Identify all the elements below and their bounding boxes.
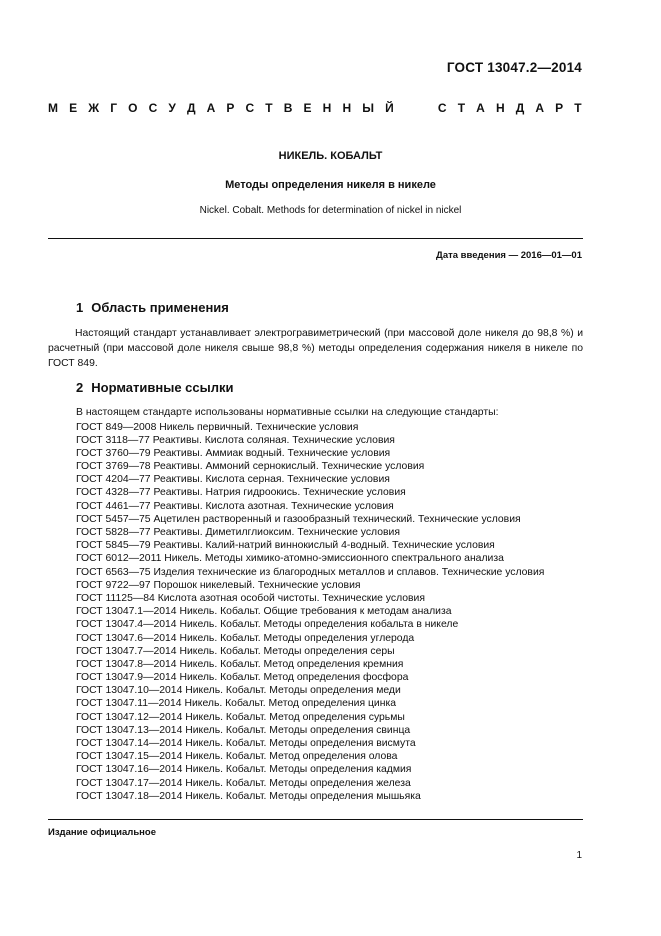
banner-word-gap [405,101,427,115]
banner-letter: В [283,101,293,115]
references-list [76,421,544,803]
reference-item: ГОСТ 5828—77 Реактивы. Диметилглиоксим. Технические условия [76,527,400,538]
reference-item: ГОСТ 13047.13—2014 Никель. Кобальт. Методы определения свинца [76,724,411,736]
reference-item: ГОСТ 13047.17—2014 Никель. Кобальт. Методы определения железа [76,777,411,789]
banner-letter: С [148,101,158,115]
banner-letter: О [128,101,138,115]
banner-letter: Е [69,101,78,115]
header-divider [48,238,583,239]
reference-item: ГОСТ 4461—77 Реактивы. Кислота азотная. Технические условия [76,500,394,512]
reference-item: ГОСТ 13047.16—2014 Никель. Кобальт. Методы определения кадмия [76,764,412,776]
banner-letter: С [437,101,447,115]
banner-letter: М [48,101,58,115]
reference-item: ГОСТ 11125—84 Кислота азотная особой чистоты. Технические условия [76,592,425,604]
document-code: ГОСТ 13047.2—2014 [446,60,582,75]
reference-item: ГОСТ 849—2008 Никель первичный. Технические условия [76,421,359,433]
banner-letter: С [245,101,255,115]
document-title: НИКЕЛЬ. КОБАЛЬТ [278,150,383,162]
page-number: 1 [576,850,582,861]
official-edition-label: Издание официальное [48,827,156,838]
reference-item: ГОСТ 13047.10—2014 Никель. Кобальт. Методы определения меди [76,685,401,697]
reference-item: ГОСТ 13047.6—2014 Никель. Кобальт. Методы определения углерода [76,632,415,644]
section-1-text: Настоящий стандарт устанавливает электрогравиметрический (при массовой доле никеля до 98,8 %) и расчетный (при массовой доле никеля свыше 98,8 %) методы определения содержания никеля в никеле по ГОСТ 849. [48,328,583,369]
reference-item: ГОСТ 13047.12—2014 Никель. Кобальт. Метод определения сурьмы [76,711,405,723]
banner-letter: Н [342,101,352,115]
banner-letter: А [206,101,216,115]
reference-item: ГОСТ 13047.8—2014 Никель. Кобальт. Метод определения кремния [76,658,404,670]
section-1-number: 1 [76,300,84,315]
reference-item: ГОСТ 13047.18—2014 Никель. Кобальт. Методы определения мышьяка [76,790,421,802]
document-subtitle: Методы определения никеля в никеле [225,179,436,191]
banner-letter: Т [457,101,466,115]
section-2-number: 2 [76,380,84,395]
reference-item: ГОСТ 13047.14—2014 Никель. Кобальт. Методы определения висмута [76,738,416,749]
reference-item: ГОСТ 13047.15—2014 Никель. Кобальт. Метод определения олова [76,751,398,763]
reference-item: ГОСТ 13047.4—2014 Никель. Кобальт. Методы определения кобальта в никеле [76,619,459,631]
section-1-heading [76,300,229,315]
section-2-heading [76,380,233,395]
banner-letter: Р [226,101,235,115]
reference-item: ГОСТ 13047.11—2014 Никель. Кобальт. Метод определения цинка [76,698,397,710]
document-title-english: Nickel. Cobalt. Methods for determination of nickel in nickel [199,205,462,216]
banner-letter: Н [495,101,505,115]
interstate-standard-banner [48,101,582,115]
footer-divider [48,819,583,820]
introduction-date: Дата введения — 2016—01—01 [436,250,582,261]
banner-letter: Н [322,101,332,115]
banner-letter: Й [385,101,394,115]
reference-item: ГОСТ 5845—79 Реактивы. Калий-натрий виннокислый 4-водный. Технические условия [76,540,495,552]
banner-letter: Г [110,101,118,115]
banner-letter: У [168,101,176,115]
reference-item: ГОСТ 3760—79 Реактивы. Аммиак водный. Технические условия [76,447,391,459]
banner-letter: Ы [362,101,374,115]
banner-letter: Д [186,101,196,115]
banner-letter: Д [515,101,525,115]
banner-letter: А [476,101,485,115]
reference-item: ГОСТ 13047.1—2014 Никель. Кобальт. Общие требования к методам анализа [76,606,452,618]
reference-item: ГОСТ 5457—75 Ацетилен растворенный и газообразный технический. Технические условия [76,513,521,525]
reference-item: ГОСТ 3769—78 Реактивы. Аммоний сернокислый. Технические условия [76,461,425,473]
reference-item: ГОСТ 4204—77 Реактивы. Кислота серная. Технические условия [76,474,390,486]
banner-letter: Т [265,101,273,115]
reference-item: ГОСТ 3118—77 Реактивы. Кислота соляная. Технические условия [76,434,395,446]
banner-letter: Р [555,101,564,115]
reference-item: ГОСТ 6012—2011 Никель. Методы химико-атомно-эмиссионного спектрального анализа [76,553,504,565]
banner-letter: Т [574,101,582,115]
banner-letter: А [535,101,545,115]
banner-letter: Е [303,101,312,115]
banner-letter: Ж [88,101,100,115]
references-intro: В настоящем стандарте использованы нормативные ссылки на следующие стандарты: [76,407,499,418]
reference-item: ГОСТ 4328—77 Реактивы. Натрия гидроокись. Технические условия [76,487,406,499]
reference-item: ГОСТ 13047.7—2014 Никель. Кобальт. Методы определения серы [76,645,395,657]
section-1-title: Область применения [91,300,229,315]
reference-item: ГОСТ 13047.9—2014 Никель. Кобальт. Метод определения фосфора [76,672,409,684]
reference-item: ГОСТ 9722—97 Порошок никелевый. Технические условия [76,579,361,591]
reference-item: ГОСТ 6563—75 Изделия технические из благородных металлов и сплавов. Технические условия [76,566,545,578]
section-2-title: Нормативные ссылки [91,380,234,395]
